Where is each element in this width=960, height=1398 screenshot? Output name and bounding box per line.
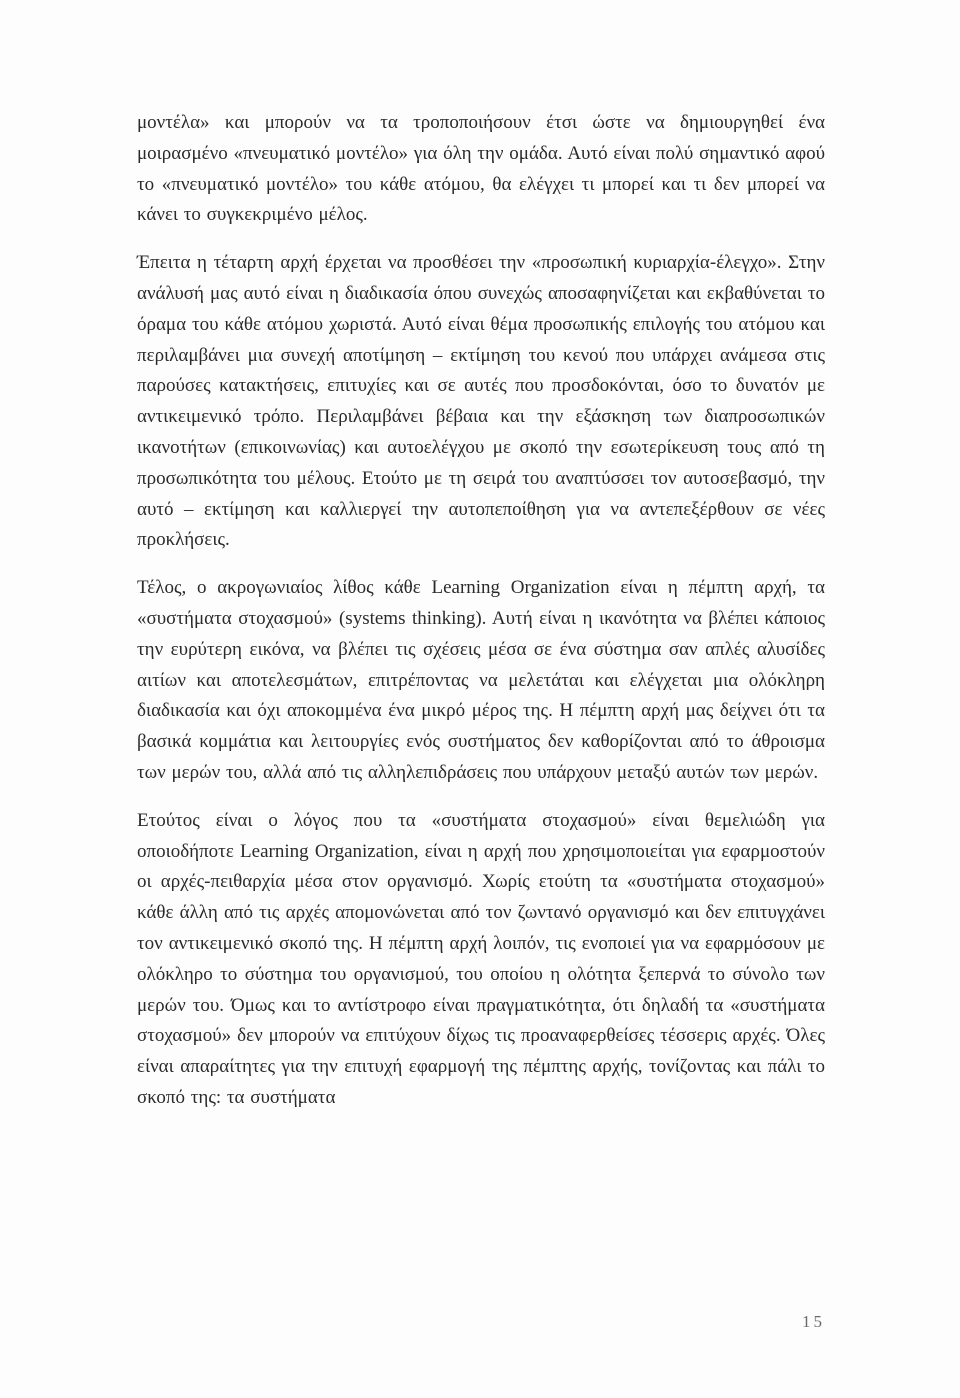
paragraph-personal-mastery: Έπειτα η τέταρτη αρχή έρχεται να προσθέσει την «προσωπική κυριαρχία-έλεγχο». Στην ανάλυσή μας αυτό είναι η διαδικασία όπου συνεχώς αποσαφηνίζεται και εκβαθύνεται το όραμα του κάθε ατόμου χωριστά. Αυτό είναι θέμα προσωπικής επιλογής του ατόμου και περιλαμβάνει μια συνεχή αποτίμηση – εκτίμηση του κενού που υπάρχει ανάμεσα στις παρούσες κατακτήσεις, επιτυχίες και σε αυτές που προσδοκόνται, όσο το δυνατόν με αντικειμενικό τρόπο. Περιλαμβάνει βέβαια και την εξάσκηση των διαπροσωπικών ικανοτήτων (επικοινωνίας) και αυτοελέγχου με σκοπό την εσωτερίκευση τους από τη προσωπικότητα του μέλους. Ετούτο με τη σειρά του αναπτύσσει τον αυτοσεβασμό, την αυτό – εκτίμηση και καλλιεργεί την αυτοπεποίθηση για να αντεπεξέρθουν σε νέες προκλήσεις.	[137, 252, 825, 551]
paragraph-systems-thinking: Τέλος, ο ακρογωνιαίος λίθος κάθε Learning Organization είναι η πέμπτη αρχή, τα «συστήματα στοχασμού» (systems thinking). Αυτή είναι η ικανότητα να βλέπει κάποιος την ευρύτερη εικόνα, να βλέπει τις σχέσεις μέσα σε ένα σύστημα σαν απλές αλυσίδες αιτίων και αποτελεσμάτων, επιτρέποντας να μελετάται και ελέγχεται μια ολόκληρη διαδικασία και όχι αποκομμένα ένα μικρό μέρος της. Η πέμπτη αρχή μας δείχνει ότι τα βασικά κομμάτια και λειτουργίες ενός συστήματος δεν καθορίζονται από το άθροισμα των μερών του, αλλά από τις αλληλεπιδράσεις που υπάρχουν μεταξύ αυτών των μερών.	[137, 577, 825, 783]
page-number: 15	[802, 1312, 825, 1331]
paragraph-mental-models: μοντέλα» και μπορούν να τα τροποποιήσουν έτσι ώστε να δημιουργηθεί ένα μοιρασμένο «πνευματικό μοντέλο» για όλη την ομάδα. Αυτό είναι πολύ σημαντικό αφού το «πνευματικό μοντέλο» του κάθε ατόμου, θα ελέγχει τι μπορεί και τι δεν μπορεί να κάνει το συγκεκριμένο μέλος.	[137, 112, 825, 226]
body-text	[137, 108, 825, 1114]
paragraph-systems-thinking-importance: Ετούτος είναι ο λόγος που τα «συστήματα στοχασμού» είναι θεμελιώδη για οποιοδήποτε Learning Organization, είναι η αρχή που χρησιμοποιείται για εφαρμοστούν οι αρχές-πειθαρχία μέσα στον οργανισμό. Χωρίς ετούτη τα «συστήματα στοχασμού» κάθε άλλη από τις αρχές απομονώνεται από τον ζωντανό οργανισμό και δεν επιτυγχάνει τον αντικειμενικό σκοπό της. Η πέμπτη αρχή λοιπόν, τις ενοποιεί για να εφαρμόσουν με ολόκληρο το σύστημα του οργανισμού, του οποίου η ολότητα ξεπερνά το σύνολο των μερών του. Όμως και το αντίστροφο είναι πραγματικότητα, ότι δηλαδή τα «συστήματα στοχασμού» δεν μπορούν να επιτύχουν δίχως τις προαναφερθείσες τέσσερις αρχές. Όλες είναι απαραίτητες για την επιτυχή εφαρμογή της πέμπτης αρχής, τονίζοντας και πάλι το σκοπό της: τα συστήματα	[137, 809, 825, 1108]
